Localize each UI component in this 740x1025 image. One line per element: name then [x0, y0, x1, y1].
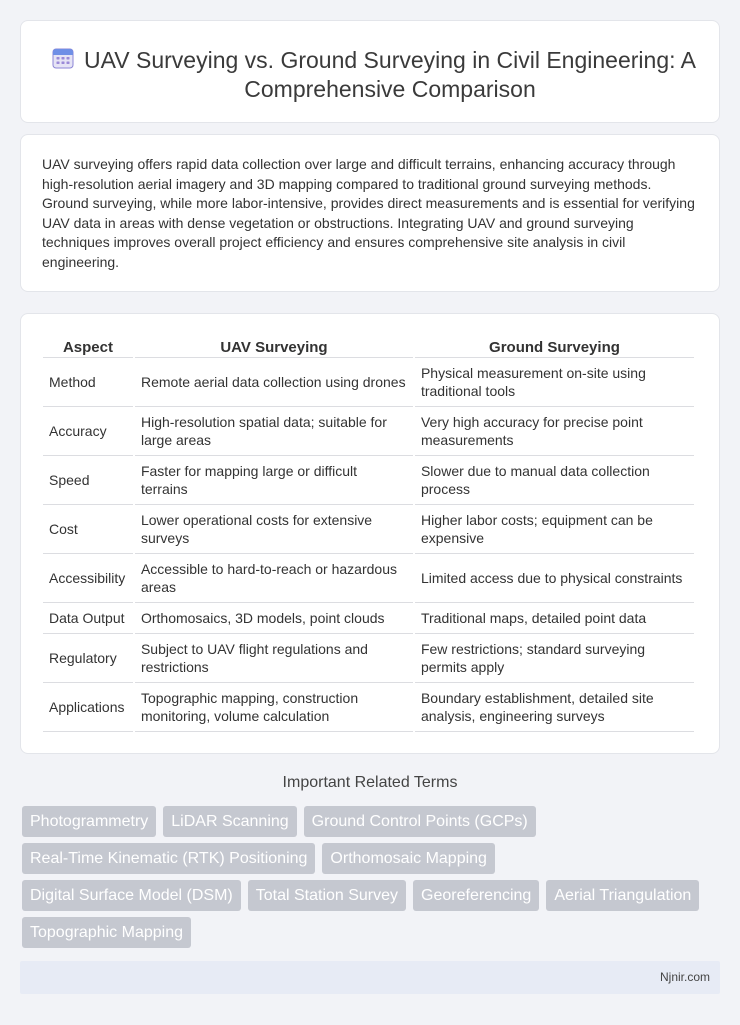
table-row: [43, 554, 694, 603]
tag-row: [22, 843, 722, 874]
tag-total-station-survey[interactable]: Total Station Survey: [248, 880, 406, 911]
tag-row: [22, 917, 722, 948]
table-row: [43, 634, 694, 683]
aspect-cell: Applications: [43, 683, 133, 732]
tag-aerial-triangulation[interactable]: Aerial Triangulation: [546, 880, 699, 911]
tag-georeferencing[interactable]: Georeferencing: [413, 880, 539, 911]
header-uav: UAV Surveying: [135, 332, 413, 358]
tag-orthomosaic-mapping[interactable]: Orthomosaic Mapping: [322, 843, 495, 874]
uav-cell: Lower operational costs for extensive surveys: [135, 505, 413, 554]
tag-lidar-scanning[interactable]: LiDAR Scanning: [163, 806, 296, 837]
aspect-cell: Accessibility: [43, 554, 133, 603]
calendar-icon: [51, 46, 75, 70]
tag-digital-surface-model[interactable]: Digital Surface Model (DSM): [22, 880, 241, 911]
uav-cell: Accessible to hard-to-reach or hazardous areas: [135, 554, 413, 603]
table-row: [43, 407, 694, 456]
intro-paragraph: UAV surveying offers rapid data collection over large and difficult terrains, enhancing accuracy through high-resolution aerial imagery and 3D mapping compared to traditional ground surveying methods. Ground surveying, while more labor-intensive, provides direct measurements and is essential for verifying UAV data in areas with dense vegetation or obstructions. Integrating UAV and ground surveying techniques improves overall project efficiency and ensures comprehensive site analysis in civil engineering.: [42, 156, 695, 270]
header-aspect: Aspect: [43, 332, 133, 358]
table-row: [43, 358, 694, 407]
uav-cell: Remote aerial data collection using drones: [135, 358, 413, 407]
table-row: [43, 456, 694, 505]
comparison-table: [41, 332, 696, 732]
ground-cell: Slower due to manual data collection process: [415, 456, 694, 505]
uav-cell: Topographic mapping, construction monitoring, volume calculation: [135, 683, 413, 732]
comparison-table-card: [20, 313, 720, 754]
table-row: [43, 683, 694, 732]
tag-ground-control-points[interactable]: Ground Control Points (GCPs): [304, 806, 536, 837]
intro-card: [20, 134, 720, 292]
ground-cell: Few restrictions; standard surveying permits apply: [415, 634, 694, 683]
uav-cell: High-resolution spatial data; suitable for large areas: [135, 407, 413, 456]
footer-site-link[interactable]: Njnir.com: [659, 970, 710, 984]
aspect-cell: Regulatory: [43, 634, 133, 683]
table-row: [43, 505, 694, 554]
ground-cell: Physical measurement on-site using traditional tools: [415, 358, 694, 407]
table-row: [43, 603, 694, 634]
aspect-cell: Cost: [43, 505, 133, 554]
tag-photogrammetry[interactable]: Photogrammetry: [22, 806, 156, 837]
footer: [20, 961, 720, 994]
ground-cell: Higher labor costs; equipment can be expensive: [415, 505, 694, 554]
aspect-cell: Accuracy: [43, 407, 133, 456]
uav-cell: Orthomosaics, 3D models, point clouds: [135, 603, 413, 634]
aspect-cell: Data Output: [43, 603, 133, 634]
ground-cell: Boundary establishment, detailed site analysis, engineering surveys: [415, 683, 694, 732]
tag-topographic-mapping[interactable]: Topographic Mapping: [22, 917, 191, 948]
aspect-cell: Speed: [43, 456, 133, 505]
aspect-cell: Method: [43, 358, 133, 407]
table-header-row: [43, 332, 694, 358]
uav-cell: Subject to UAV flight regulations and restrictions: [135, 634, 413, 683]
ground-cell: Traditional maps, detailed point data: [415, 603, 694, 634]
uav-cell: Faster for mapping large or difficult terrains: [135, 456, 413, 505]
title-card: [20, 20, 720, 123]
related-terms-tags: [22, 806, 722, 954]
ground-cell: Very high accuracy for precise point measurements: [415, 407, 694, 456]
page-title: UAV Surveying vs. Ground Surveying in Civil Engineering: A Comprehensive Comparison: [84, 47, 696, 102]
tag-rtk-positioning[interactable]: Real-Time Kinematic (RTK) Positioning: [22, 843, 315, 874]
header-ground: Ground Surveying: [415, 332, 694, 358]
tag-row: [22, 806, 722, 837]
tag-row: [22, 880, 722, 911]
related-terms-heading: Important Related Terms: [282, 774, 458, 791]
ground-cell: Limited access due to physical constraints: [415, 554, 694, 603]
